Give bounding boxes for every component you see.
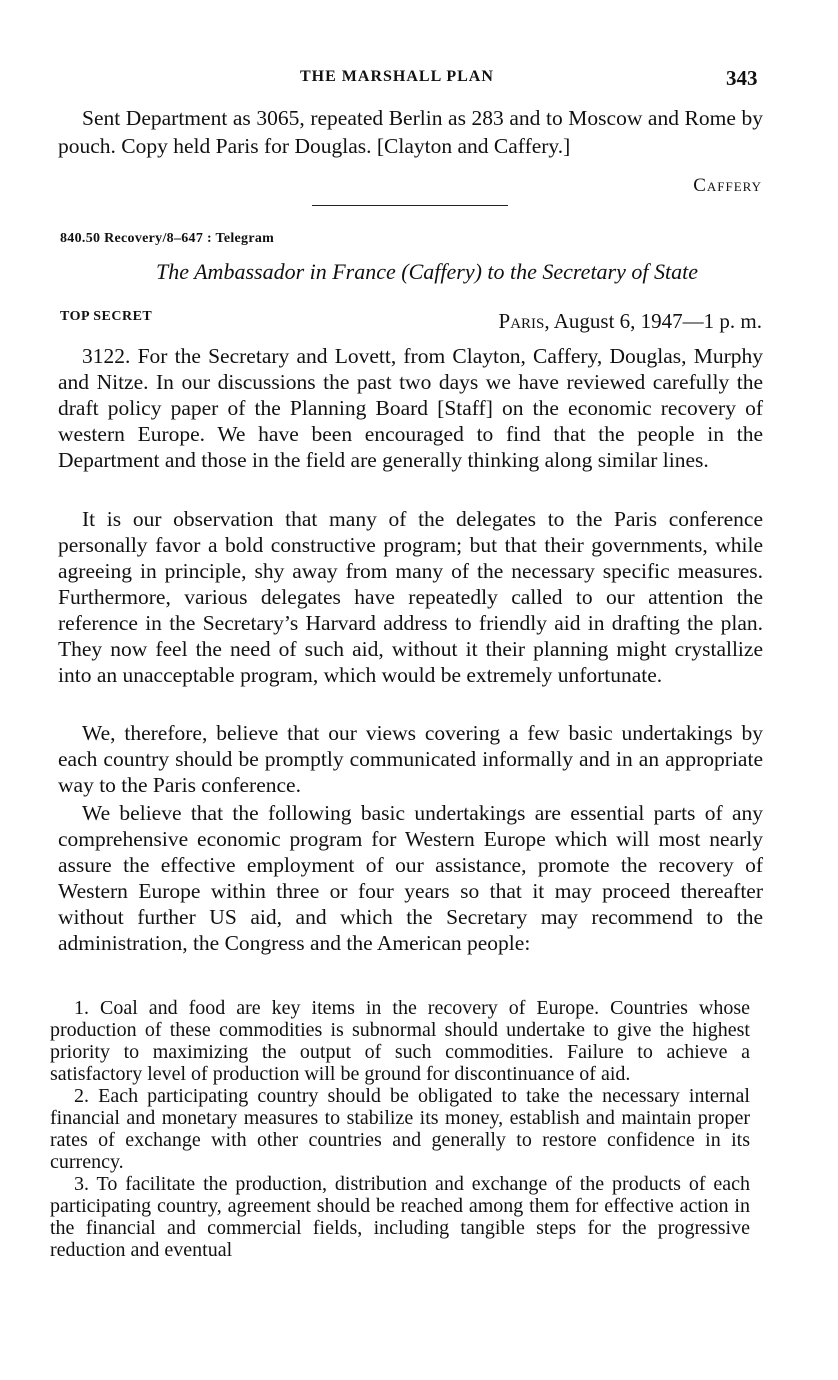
body-paragraph: It is our observation that many of the delegates to the Paris conference personally favor a bold constructive program; but that their governments, while agreeing in principle, shy away from many of the necessary specific measures. Furthermore, various delegates have repeatedly called to our attention the reference in the Secretary’s Harvard address to friendly aid in drafting the plan. They now feel the need of such aid, without it their planning might crystallize into an unacceptable program, which would be extremely unfortunate. <box>58 507 763 687</box>
classification-marking: TOP SECRET <box>60 309 153 324</box>
undertaking-item: 1. Coal and food are key items in the recovery of Europe. Countries whose production of these commodities is subnormal should undertake to give the highest priority to maximizing the output of such commodities. Failure to achieve a satisfactory level of production will be ground for discontinuance of aid. <box>50 997 750 1085</box>
undertakings-list <box>50 997 750 1261</box>
section-divider <box>312 205 508 206</box>
file-reference: 840.50 Recovery/8–647 : Telegram <box>60 231 275 246</box>
dateline <box>440 309 762 334</box>
running-title: THE MARSHALL PLAN <box>300 68 494 85</box>
telegram-heading: The Ambassador in France (Caffery) to the Secretary of State <box>156 259 698 284</box>
undertaking-item: 3. To facilitate the production, distribution and exchange of the products of each participating country, agreement should be reached among them for effective action in the financial and commercial fields, including tangible steps for the progressive reduction and eventual <box>50 1173 750 1261</box>
dateline-date: August 6, 1947—1 p. m. <box>549 309 762 333</box>
page-number: 343 <box>726 66 758 90</box>
undertaking-item: 2. Each participating country should be obligated to take the necessary internal financial and monetary measures to stabilize its money, establish and maintain proper rates of exchange with other countries and generally to restore confidence in its currency. <box>50 1085 750 1173</box>
body-paragraph: We, therefore, believe that our views covering a few basic undertakings by each country should be promptly communicated informally and in an appropriate way to the Paris conference. <box>58 721 763 797</box>
body-paragraph: We believe that the following basic undertakings are essential parts of any comprehensive economic program for Western Europe which will most nearly assure the effective employment of our assistance, promote the recovery of Western Europe within three or four years so that it may proceed thereafter without further US aid, and which the Secretary may recommend to the administration, the Congress and the American people: <box>58 801 763 955</box>
dateline-place: Paris, <box>498 309 550 333</box>
previous-telegram-signature: Caffery <box>693 175 762 196</box>
previous-telegram-closing: Sent Department as 3065, repeated Berlin as 283 and to Moscow and Rome by pouch. Copy held Paris for Douglas. [Clayton and Caffery.] <box>58 106 763 158</box>
body-paragraph: 3122. For the Secretary and Lovett, from Clayton, Caffery, Douglas, Murphy and Nitze. In our discussions the past two days we have reviewed carefully the draft policy paper of the Planning Board [Staff] on the economic recovery of western Europe. We have been encouraged to find that the people in the Department and those in the field are generally thinking along similar lines. <box>58 344 763 472</box>
running-head <box>0 64 838 94</box>
